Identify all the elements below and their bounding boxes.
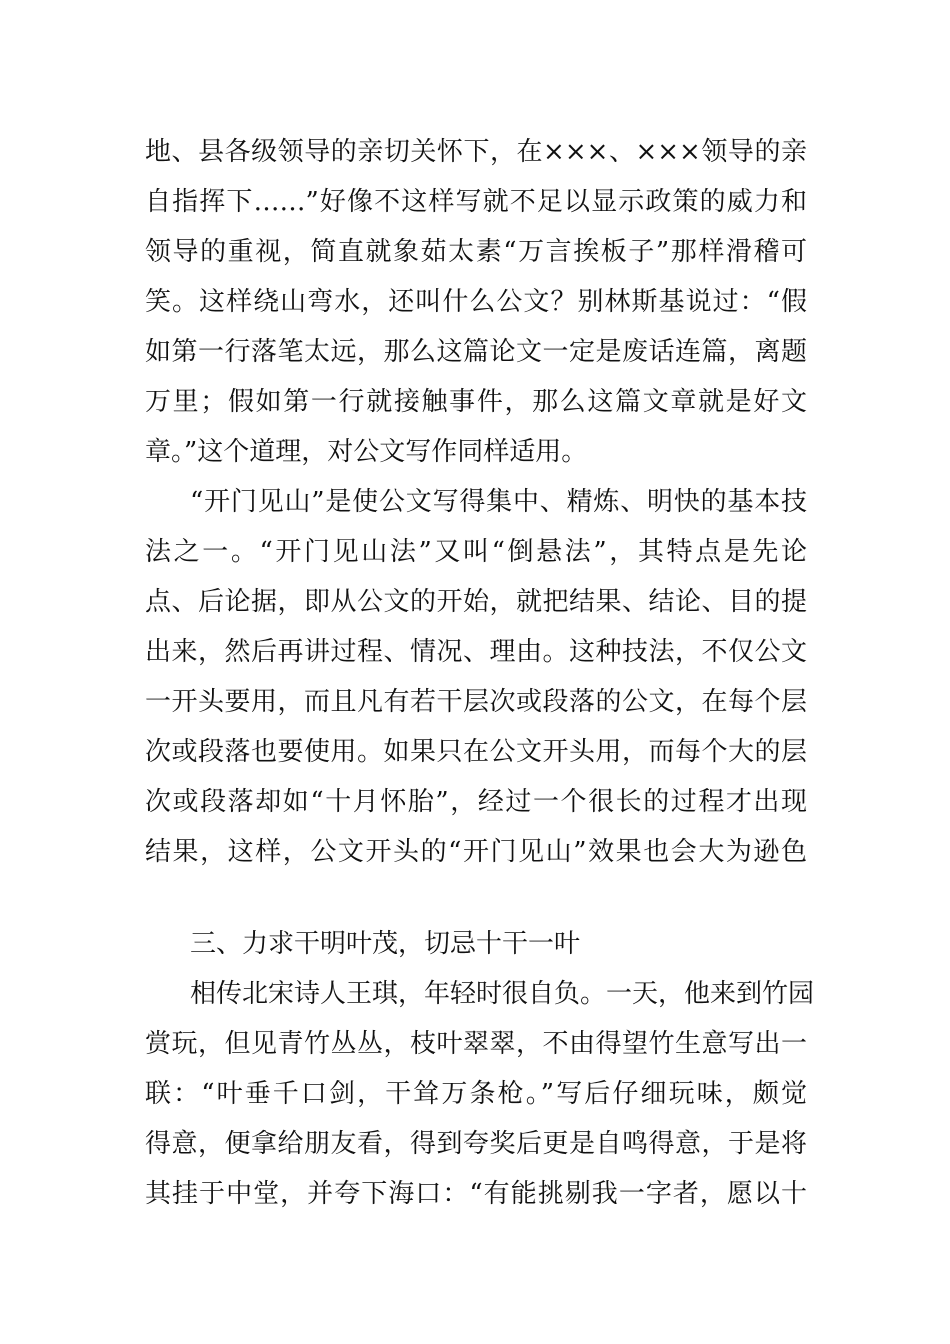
paragraph-2-line-1: “开门见山”是使公文写得集中、精炼、明快的基本技: [190, 487, 807, 517]
paragraph-1-line-6: 万里；假如第一行就接触事件，那么这篇文章就是好文: [145, 387, 807, 417]
paragraph-2-line-4: 出来，然后再讲过程、情况、理由。这种技法，不仅公文: [145, 637, 807, 667]
paragraph-1-line-2: 自指挥下……”好像不这样写就不足以显示政策的威力和: [145, 187, 807, 217]
paragraph-3-line-5: 其挂于中堂，并夸下海口：“有能挑剔我一字者，愿以十: [145, 1179, 807, 1209]
paragraph-3-line-3: 联：“叶垂千口剑，干耸万条枪。”写后仔细玩味，颇觉: [145, 1079, 807, 1109]
paragraph-1-line-7: 章。”这个道理，对公文写作同样适用。: [145, 437, 588, 467]
paragraph-3-line-2: 赏玩，但见青竹丛丛，枝叶翠翠，不由得望竹生意写出一: [145, 1029, 807, 1059]
section-heading: 三、力求干明叶茂，切忌十干一叶: [190, 929, 581, 959]
paragraph-2-line-7: 次或段落却如“十月怀胎”，经过一个很长的过程才出现: [145, 787, 807, 817]
paragraph-2-line-5: 一开头要用，而且凡有若干层次或段落的公文，在每个层: [145, 687, 807, 717]
paragraph-1-line-5: 如第一行落笔太远，那么这篇论文一定是废话连篇，离题: [145, 337, 807, 367]
paragraph-2-line-3: 点、后论据，即从公文的开始，就把结果、结论、目的提: [145, 587, 807, 617]
paragraph-3-line-4: 得意，便拿给朋友看，得到夸奖后更是自鸣得意，于是将: [145, 1129, 807, 1159]
paragraph-2-line-6: 次或段落也要使用。如果只在公文开头用，而每个大的层: [145, 737, 807, 767]
paragraph-2-line-2: 法之一。“开门见山法”又叫“倒悬法”，其特点是先论: [145, 537, 807, 567]
paragraph-1-line-3: 领导的重视，简直就象茹太素“万言挨板子”那样滑稽可: [145, 237, 807, 267]
paragraph-2-line-8: 结果，这样，公文开头的“开门见山”效果也会大为逊色: [145, 837, 807, 867]
paragraph-1-line-1: 地、县各级领导的亲切关怀下，在×××、×××领导的亲: [145, 137, 807, 167]
paragraph-3-line-1: 相传北宋诗人王琪，年轻时很自负。一天，他来到竹园: [190, 979, 815, 1009]
paragraph-1-line-4: 笑。这样绕山弯水，还叫什么公文？别林斯基说过：“假: [145, 287, 807, 317]
